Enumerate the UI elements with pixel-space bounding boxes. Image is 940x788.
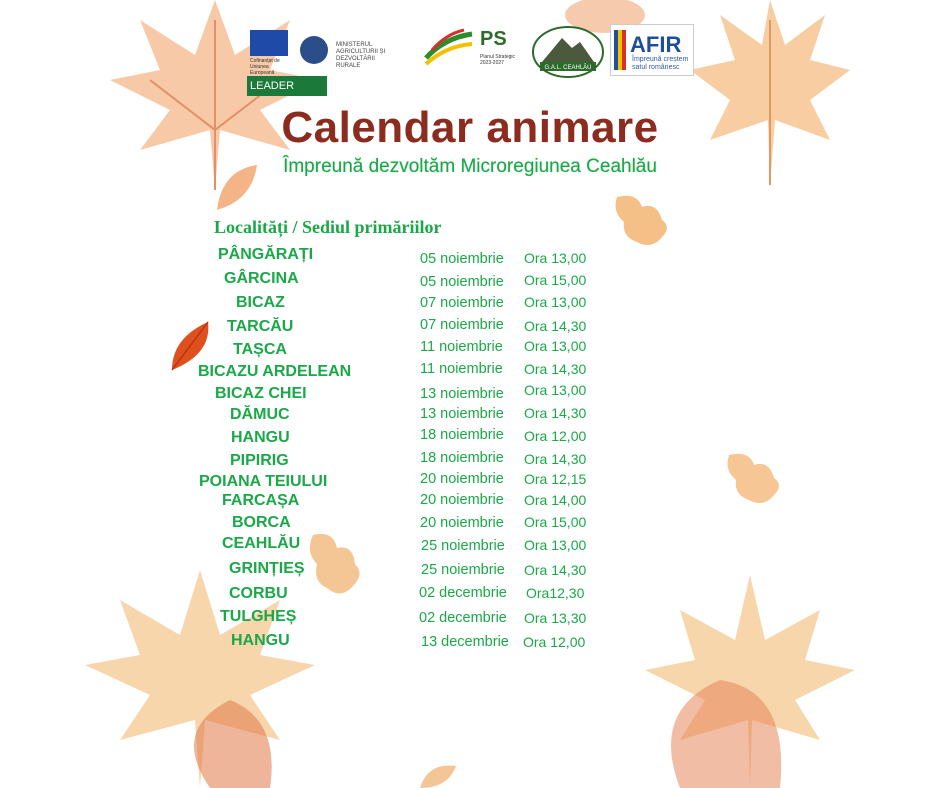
oak-leaf-right-icon bbox=[612, 192, 672, 252]
locality-name: FARCAȘA bbox=[222, 492, 300, 509]
locality-name: TARCĂU bbox=[227, 318, 294, 335]
event-time: Ora 13,00 bbox=[524, 382, 587, 398]
event-date: 20 noiembrie bbox=[420, 471, 504, 487]
locality-name: BORCA bbox=[232, 514, 291, 531]
event-time: Ora 14,30 bbox=[524, 405, 587, 421]
event-date: 05 noiembrie bbox=[420, 274, 504, 290]
event-time: Ora 13,00 bbox=[524, 294, 587, 310]
event-date: 11 noiembrie bbox=[420, 361, 503, 377]
event-date: 13 decembrie bbox=[421, 634, 509, 650]
ps-logo-text: PS bbox=[480, 28, 507, 50]
page-title: Calendar animare bbox=[281, 103, 659, 152]
event-time: Ora 12,15 bbox=[524, 471, 587, 487]
event-date: 07 noiembrie bbox=[420, 317, 504, 333]
event-date: 05 noiembrie bbox=[420, 251, 504, 267]
event-date: 25 noiembrie bbox=[421, 538, 505, 554]
eu-flag-icon bbox=[250, 30, 288, 56]
event-date: 02 decembrie bbox=[419, 610, 507, 626]
locality-name: HANGU bbox=[231, 429, 290, 446]
event-date: 13 noiembrie bbox=[420, 386, 504, 402]
event-date: 20 noiembrie bbox=[420, 515, 504, 531]
event-time: Ora 14,30 bbox=[524, 361, 587, 377]
event-time: Ora 12,00 bbox=[523, 634, 586, 650]
ps-subtitle: Planul Strategic 2023-2027 bbox=[480, 54, 516, 66]
locality-name: CEAHLĂU bbox=[222, 535, 301, 552]
svg-text:G.A.L. CEAHLĂU: G.A.L. CEAHLĂU bbox=[544, 65, 592, 71]
ministry-name: MINISTERUL AGRICULTURII ȘI DEZVOLTĂRII RURALE bbox=[336, 42, 386, 69]
event-time: Ora 13,30 bbox=[524, 610, 587, 626]
locality-name: GRINȚIEȘ bbox=[229, 560, 305, 577]
event-date: 13 noiembrie bbox=[420, 406, 504, 422]
event-date: 25 noiembrie bbox=[421, 562, 505, 578]
event-date: 07 noiembrie bbox=[420, 295, 504, 311]
event-date: 18 noiembrie bbox=[420, 427, 504, 443]
maple-leaf-bottom-right-icon bbox=[640, 570, 860, 788]
event-time: Ora 12,00 bbox=[524, 428, 587, 444]
locality-name: BICAZ CHEI bbox=[215, 385, 307, 402]
event-date: 18 noiembrie bbox=[420, 450, 504, 466]
event-time: Ora 15,00 bbox=[524, 514, 587, 530]
event-time: Ora 13,00 bbox=[524, 338, 587, 354]
event-date: 11 noiembrie bbox=[420, 339, 503, 355]
locality-name: TULGHEȘ bbox=[220, 608, 297, 625]
small-leaf-bottom-center-icon bbox=[418, 762, 458, 788]
eu-cofinancing-text: Cofinanțat de Uniunea Europeană bbox=[250, 58, 280, 76]
locality-name: PÂNGĂRAȚI bbox=[218, 246, 314, 263]
locality-name: DĂMUC bbox=[230, 406, 290, 423]
locality-name: BICAZU ARDELEAN bbox=[198, 363, 352, 380]
locality-name: TAȘCA bbox=[233, 341, 287, 358]
page-subtitle: Împreună dezvoltăm Microregiunea Ceahlău bbox=[283, 156, 657, 177]
event-date: 02 decembrie bbox=[419, 585, 507, 601]
event-time: Ora 14,30 bbox=[524, 318, 587, 334]
afir-slogan: Împreună creștem satul românesc bbox=[632, 56, 689, 71]
event-time: Ora 15,00 bbox=[524, 272, 587, 288]
column-header: Localități / Sediul primăriilor bbox=[214, 217, 442, 237]
oak-leaf-right-middle-icon bbox=[724, 450, 784, 510]
event-time: Ora 13,00 bbox=[524, 537, 587, 553]
partner-logos bbox=[0, 24, 940, 104]
event-time: Ora12,30 bbox=[526, 585, 585, 601]
afir-logo-text: AFIR bbox=[630, 32, 682, 57]
event-time: Ora 13,00 bbox=[524, 250, 587, 266]
event-time: Ora 14,30 bbox=[524, 562, 587, 578]
event-date: 20 noiembrie bbox=[420, 492, 504, 508]
locality-name: GÂRCINA bbox=[224, 270, 299, 287]
locality-name: POIANA TEIULUI bbox=[199, 473, 328, 490]
ministry-seal-icon bbox=[300, 36, 328, 64]
locality-name: PIPIRIG bbox=[230, 452, 289, 469]
event-time: Ora 14,00 bbox=[524, 492, 587, 508]
ps-plan-logo-icon bbox=[424, 28, 474, 66]
gal-ceahlau-logo-icon bbox=[532, 26, 604, 78]
locality-name: CORBU bbox=[229, 585, 288, 602]
locality-name: BICAZ bbox=[236, 294, 285, 311]
locality-name: HANGU bbox=[231, 632, 290, 649]
leader-logo: LEADER bbox=[247, 76, 327, 96]
small-leaf-mid-left-icon bbox=[212, 160, 262, 215]
afir-flag-icon bbox=[612, 28, 628, 72]
event-time: Ora 14,30 bbox=[524, 451, 587, 467]
